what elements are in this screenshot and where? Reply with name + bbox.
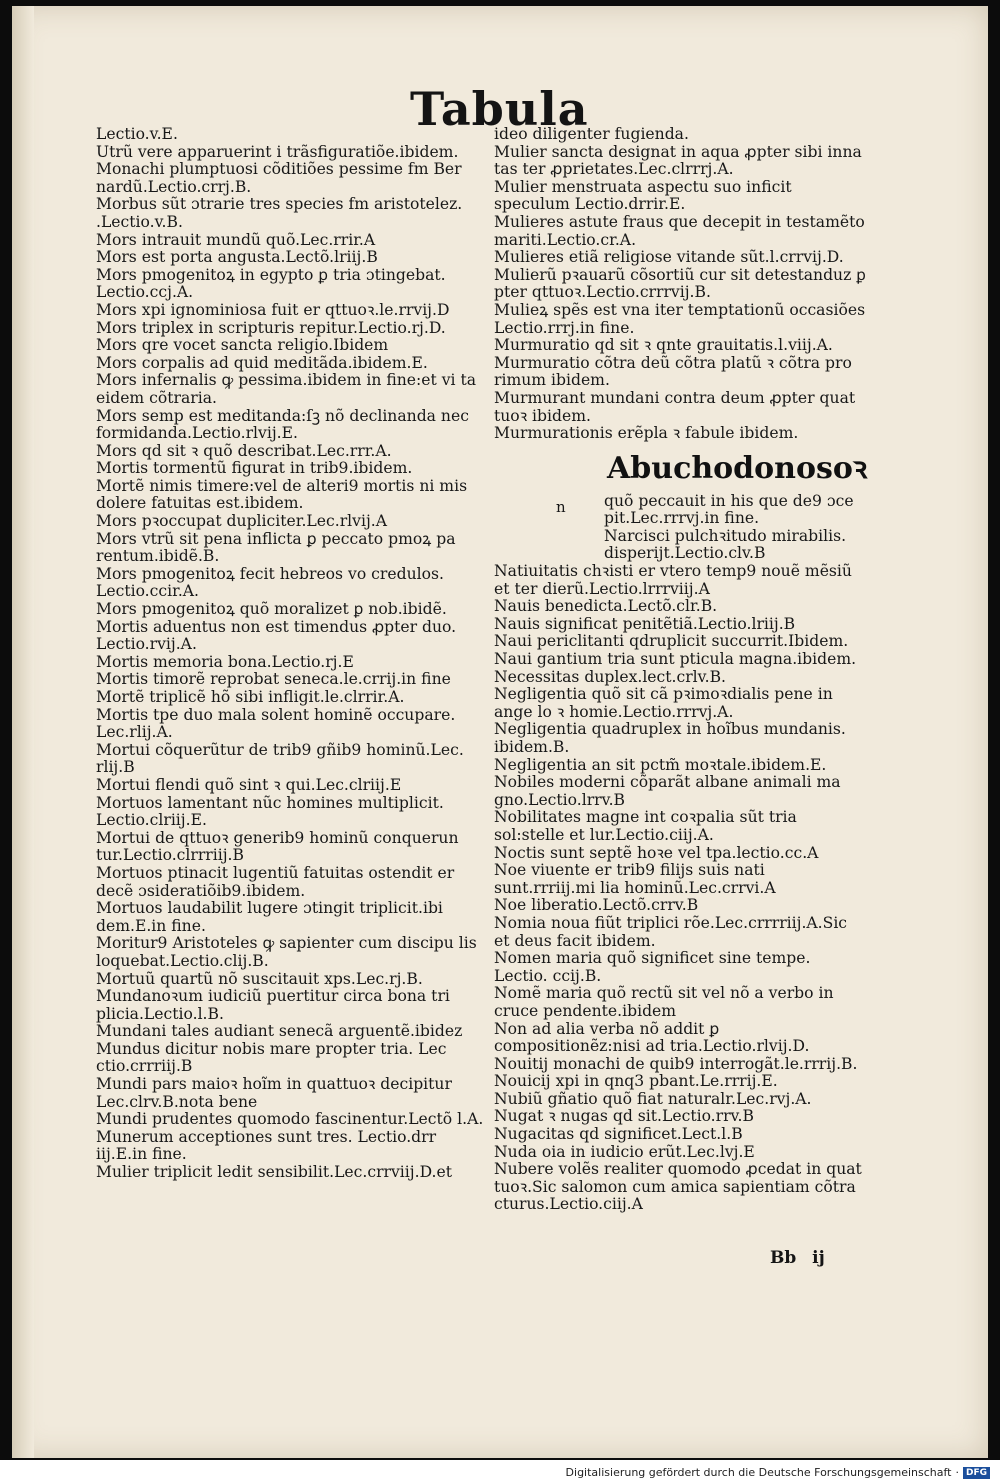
index-entry: Mortuos lamentant nũc homines multiplicit. Lectio.clriij.E. bbox=[96, 793, 444, 830]
index-entry: Murmurationis erẽpla ꝛ fabule ibidem. bbox=[494, 424, 799, 443]
left-column bbox=[96, 126, 486, 1182]
footer: Digitalisierung gefördert durch die Deutsche Forschungsgemeinschaft · DFG bbox=[566, 1466, 990, 1479]
index-entry: Mulieres etiã religiose vitande sũt.l.crrvij.D. bbox=[494, 248, 844, 267]
index-entry: Mors intrauit mundũ quõ.Lec.rrir.A bbox=[96, 230, 376, 249]
index-entry: Mulier sancta designat in aqua ꝓpter sibi inna tas ter ꝓprietates.Lec.clrrrj.A. bbox=[494, 142, 862, 179]
index-entry: Mors est porta angusta.Lectõ.lriij.B bbox=[96, 248, 378, 267]
index-entry: .Lectio.v.B. bbox=[96, 212, 183, 231]
index-entry: Natiuitatis chꝛisti er vtero temp9 nouẽ mẽsiũ et ter dierũ.Lectio.lrrrviij.A bbox=[494, 562, 852, 598]
index-entry: Mors pmogenitoꝝ fecit hebreos vo credulos. Lectio.ccir.A. bbox=[96, 564, 444, 601]
index-entry: Mortis timorẽ reprobat seneca.le.crrij.in fine bbox=[96, 670, 451, 689]
index-entry: Nauis benedicta.Lectõ.clr.B. bbox=[494, 597, 718, 616]
index-entry: Nugacitas qd significet.Lect.l.B bbox=[494, 1125, 743, 1144]
right-column-bottom bbox=[494, 563, 866, 1214]
index-entry: Mortuũ quartũ nõ suscitauit xps.Lec.rj.B. bbox=[96, 969, 423, 988]
index-entry: Mors qd sit ꝛ quõ describat.Lec.rrr.A. bbox=[96, 441, 392, 460]
index-entry: Mors xpi ignominiosa fuit er qttuoꝛ.le.rrvij.D bbox=[96, 300, 450, 319]
index-entry: Lectio.v.E. bbox=[96, 125, 178, 143]
index-entry: Nobilitates magne int coꝛpalia sũt tria sol:stelle et lur.Lectio.ciij.A. bbox=[494, 808, 797, 844]
index-entry: Nouicij xpi in qnq3 pbant.Le.rrrij.E. bbox=[494, 1072, 778, 1091]
index-entry: Mors corpalis ad quid meditãda.ibidem.E. bbox=[96, 353, 428, 372]
index-entry: Mors vtrũ sit pena inflicta ꝑ peccato pmoꝝ pa rentum.ibidẽ.B. bbox=[96, 529, 456, 566]
index-entry: Nubere volẽs realiter quomodo ꝓcedat in quat tuoꝛ.Sic salomon cum amica sapientiam cõtra cturus.Lectio.ciij.A bbox=[494, 1160, 862, 1214]
index-entry: Necessitas duplex.lect.crlv.B. bbox=[494, 667, 727, 686]
index-entry: Mundi prudentes quomodo fascinentur.Lectõ l.A. bbox=[96, 1110, 484, 1129]
index-entry: Mortui de qttuoꝛ generib9 hominũ conquerun tur.Lectio.clrrriij.B bbox=[96, 828, 459, 865]
index-entry: Mortuos laudabilit lugere ɔtingit triplicit.ibi dem.E.in fine. bbox=[96, 899, 443, 935]
signature-mark: Bb ij bbox=[770, 1248, 825, 1268]
index-entry: Morbus sũt ɔtrarie tres species fm aristotelez. bbox=[96, 195, 463, 214]
index-entry: Nuda oia in iudicio erũt.Lec.lvj.E bbox=[494, 1142, 755, 1161]
right-column-top bbox=[494, 126, 866, 443]
index-entry: Mors pmogenitoꝝ quõ moralizet ꝑ nob.ibidẽ. bbox=[96, 600, 447, 619]
index-entry: Negligentia quadruplex in hoĩbus mundanis. ibidem.B. bbox=[494, 720, 846, 756]
index-entry: Mulieres astute fraus que decepit in testamẽto mariti.Lectio.cr.A. bbox=[494, 212, 865, 249]
index-entry: Mundanoꝛum iudiciũ puertitur circa bona tri plicia.Lectio.l.B. bbox=[96, 987, 450, 1023]
index-entry: Nauis significat penitẽtiã.Lectio.lriij.B bbox=[494, 614, 796, 633]
index-entry: Mors triplex in scripturis repitur.Lectio.rj.D. bbox=[96, 318, 446, 337]
heading-lines bbox=[604, 493, 866, 563]
index-entry: Murmuratio qd sit ꝛ qnte grauitatis.l.viij.A. bbox=[494, 336, 833, 355]
index-entry: Noe viuente er trib9 filijs suis nati sunt.rrriij.mi lia hominũ.Lec.crrvi.A bbox=[494, 861, 776, 897]
index-entry: Murmurant mundani contra deum ꝓpter quat tuoꝛ ibidem. bbox=[494, 388, 856, 425]
index-entry: Negligentia quõ sit cã pꝛimoꝛdialis pene in ange lo ꝛ homie.Lectio.rrrvj.A. bbox=[494, 685, 833, 721]
index-entry: Mulieꝝ spẽs est vna iter temptationũ occasiões Lectio.rrrj.in fine. bbox=[494, 300, 866, 337]
index-entry: Mortis memoria bona.Lectio.rj.E bbox=[96, 652, 354, 671]
index-entry: Negligentia an sit pctm̃ moꝛtale.ibidem.E. bbox=[494, 755, 827, 774]
index-entry: Nobiles moderni cõparãt albane animali ma gno.Lectio.lrrv.B bbox=[494, 773, 841, 809]
index-entry: Mortui flendi quõ sint ꝛ qui.Lec.clriij.E bbox=[96, 775, 402, 794]
index-entry: Mortuos ptinacit lugentiũ fatuitas ostendit er decẽ ɔsideratiõib9.ibidem. bbox=[96, 863, 455, 900]
index-entry: Noctis sunt septẽ hoꝛe vel tpa.lectio.cc.A bbox=[494, 843, 819, 862]
right-column bbox=[494, 126, 866, 1214]
index-entry: Mulierũ pꝛauarũ cõsortiũ cur sit detestanduz ꝑ pter qttuoꝛ.Lectio.crrrvij.B. bbox=[494, 265, 866, 302]
index-entry: Noe liberatio.Lectõ.crrv.B bbox=[494, 896, 699, 915]
dfg-logo: DFG bbox=[963, 1467, 990, 1479]
index-entry: Utrũ vere apparuerint i trãsfiguratiõe.ibidem. bbox=[96, 142, 459, 161]
index-entry: quõ peccauit in his que de9 ɔce pit.Lec.rrrvj.in fine. bbox=[604, 491, 854, 528]
index-entry: Nubiũ gñatio quõ fiat naturalr.Lec.rvj.A. bbox=[494, 1089, 812, 1108]
index-entry: Mors infernalis ꝙ pessima.ibidem in fine:et vi ta eidem cõtraria. bbox=[96, 371, 477, 407]
index-entry: Naui gantium tria sunt pticula magna.ibidem. bbox=[494, 650, 857, 669]
index-entry: Mundus dicitur nobis mare propter tria. Lec ctio.crrriij.B bbox=[96, 1039, 447, 1076]
index-entry: Mors qre vocet sancta religio.Ibidem bbox=[96, 336, 389, 355]
index-entry: Mortis tpe duo mala solent hominẽ occupare. Lec.rlij.A. bbox=[96, 705, 456, 742]
index-entry: Nouitij monachi de quib9 interrogãt.le.rrrij.B. bbox=[494, 1054, 858, 1073]
index-entry: Nugat ꝛ nugas qd sit.Lectio.rrv.B bbox=[494, 1107, 754, 1126]
index-entry: Mortẽ triplicẽ hõ sibi infligit.le.clrrir.A. bbox=[96, 688, 405, 706]
page-title: Tabula bbox=[410, 82, 589, 136]
index-entry: Mors pꝛoccupat dupliciter.Lec.rlvij.A bbox=[96, 512, 388, 531]
index-entry: ideo diligenter fugienda. bbox=[494, 125, 689, 143]
index-entry: Murmuratio cõtra deũ cõtra platũ ꝛ cõtra pro rimum ibidem. bbox=[494, 353, 852, 390]
index-entry: Mors pmogenitoꝝ in egypto ꝑ tria ɔtingebat. Lectio.ccj.A. bbox=[96, 265, 446, 302]
index-entry: Munerum acceptiones sunt tres. Lectio.drr iij.E.in fine. bbox=[96, 1127, 437, 1164]
index-entry: Mortui cõquerũtur de trib9 gñib9 hominũ.Lec. rlij.B bbox=[96, 740, 464, 777]
index-entry: Mortẽ nimis timere:vel de alteri9 mortis ni mis dolere fatuitas est.ibidem. bbox=[96, 476, 468, 513]
index-entry: Moritur9 Aristoteles ꝙ sapienter cum discipu lis loquebat.Lectio.clij.B. bbox=[96, 934, 477, 970]
index-entry: Mulier menstruata aspectu suo inficit speculum Lectio.drrir.E. bbox=[494, 177, 792, 214]
index-entry: Nomen maria quõ significet sine tempe. Lectio. ccij.B. bbox=[494, 949, 811, 985]
index-entry: Narcisci pulchꝛitudo mirabilis. disperijt.Lectio.clv.B bbox=[604, 526, 847, 563]
heading-initial: n bbox=[556, 497, 566, 516]
index-entry: Monachi plumptuosi cõditiões pessime fm Ber nardũ.Lectio.crrj.B. bbox=[96, 160, 462, 196]
index-entry: Mulier triplicit ledit sensibilit.Lec.crrviij.D.et bbox=[96, 1163, 452, 1182]
index-entry: Mors semp est meditanda:ſꝫ nõ declinanda nec formidanda.Lectio.rlvij.E. bbox=[96, 406, 469, 443]
index-entry: Mortis tormentũ figurat in trib9.ibidem. bbox=[96, 459, 413, 478]
index-entry: Naui periclitanti qdruplicit succurrit.Ibidem. bbox=[494, 632, 849, 651]
index-entry: Mortis aduentus non est timendus ꝓpter duo. Lectio.rvij.A. bbox=[96, 617, 457, 654]
index-entry: Nomia noua fiũt triplici rõe.Lec.crrrriij.A.Sic et deus facit ibidem. bbox=[494, 913, 848, 950]
section-heading: Abuchodonosoꝛ bbox=[607, 450, 868, 486]
index-entry: Mundani tales audiant senecã arguentẽ.ibidez bbox=[96, 1022, 463, 1041]
index-entry: Nomẽ maria quõ rectũ sit vel nõ a verbo in cruce pendente.ibidem bbox=[494, 984, 834, 1020]
footer-text: Digitalisierung gefördert durch die Deutsche Forschungsgemeinschaft bbox=[565, 1466, 952, 1479]
index-entry: Mundi pars maioꝛ hoĩm in quattuoꝛ decipitur Lec.clrv.B.nota bene bbox=[96, 1075, 452, 1111]
index-entry: Non ad alia verba nõ addit ꝑ compositionẽz:nisi ad tria.Lectio.rlvij.D. bbox=[494, 1019, 810, 1056]
